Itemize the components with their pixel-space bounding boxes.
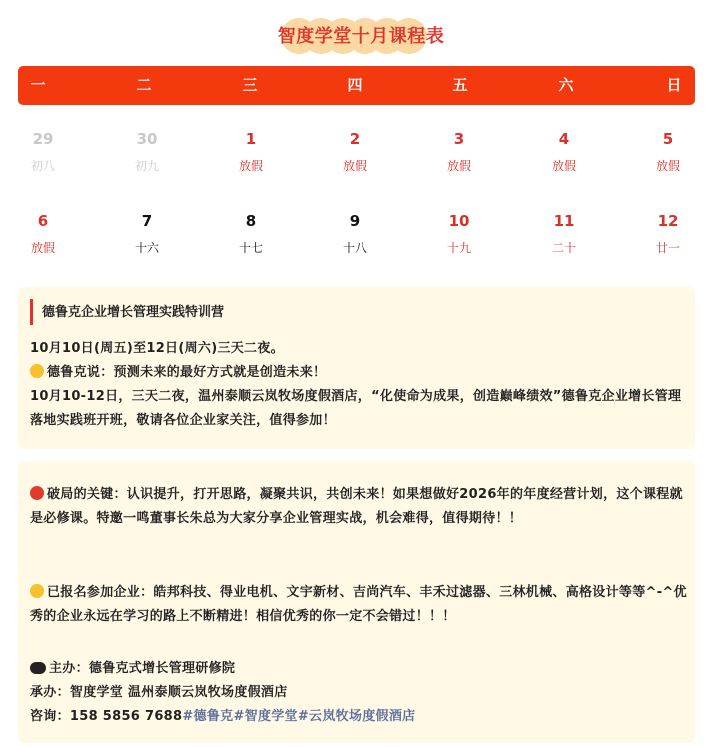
day-note: 放假 bbox=[238, 159, 263, 173]
day-number: 9 bbox=[349, 212, 361, 230]
angry-face-emoji-icon bbox=[30, 486, 44, 500]
day-number: 2 bbox=[349, 130, 361, 148]
day-note: 放假 bbox=[655, 159, 680, 173]
day-number: 10 bbox=[448, 212, 470, 230]
calendar-day[interactable] bbox=[534, 128, 594, 175]
course-info-card bbox=[18, 287, 695, 449]
breakthrough-paragraph bbox=[30, 483, 688, 531]
course-heading: 德鲁克企业增长管理实践特训营 bbox=[42, 305, 225, 320]
contact-text: 咨询：158 5856 7688 bbox=[30, 709, 183, 724]
eyes-emoji-icon bbox=[30, 662, 46, 674]
weekday-fri: 五 bbox=[452, 76, 468, 94]
day-number: 29 bbox=[32, 130, 54, 148]
breakthrough-text: 破局的关键：认识提升，打开思路，凝聚共识，共创未来！如果想做好2026年的年度经营计划，这个课程就是必修课。特邀一鸣董事长朱总为大家分享企业管理实战，机会难得，值得期待！！ bbox=[30, 487, 683, 526]
tired-face-emoji-icon bbox=[30, 584, 44, 598]
calendar-day[interactable] bbox=[13, 210, 73, 257]
day-number: 7 bbox=[141, 212, 153, 230]
calendar-day[interactable] bbox=[429, 128, 489, 175]
day-number: 6 bbox=[37, 212, 49, 230]
day-note: 初八 bbox=[30, 159, 55, 173]
calendar-day[interactable] bbox=[221, 210, 281, 257]
weekday-sun: 日 bbox=[666, 76, 682, 94]
course-dates: 10月10日(周五)至12日(周六)三天二夜。 bbox=[30, 341, 284, 356]
day-note: 廿一 bbox=[655, 241, 680, 255]
day-note: 十六 bbox=[134, 241, 159, 255]
heading-accent-bar bbox=[30, 299, 33, 325]
weekday-wed: 三 bbox=[242, 76, 258, 94]
calendar-day[interactable] bbox=[117, 210, 177, 257]
day-number: 4 bbox=[558, 130, 570, 148]
weekday-sat: 六 bbox=[558, 76, 574, 94]
quote-text: 德鲁克说：预测未来的最好方式就是创造未来！ bbox=[47, 365, 327, 380]
registered-paragraph bbox=[30, 581, 688, 629]
calendar-day[interactable] bbox=[13, 128, 73, 175]
calendar-day[interactable] bbox=[429, 210, 489, 257]
day-number: 3 bbox=[453, 130, 465, 148]
organizer-line bbox=[30, 657, 688, 681]
day-number: 8 bbox=[245, 212, 257, 230]
calendar-day[interactable] bbox=[638, 128, 698, 175]
day-note: 十九 bbox=[446, 241, 471, 255]
calendar-week-1 bbox=[0, 128, 722, 188]
calendar-day[interactable] bbox=[325, 210, 385, 257]
registered-text: 已报名参加企业：皓邦科技、得业电机、文宇新材、吉尚汽车、丰禾过滤器、三林机械、高格设计等等^-^优秀的企业永远在学习的路上不断精进！相信优秀的你一定不会错过！！！ bbox=[30, 585, 687, 624]
day-note: 十八 bbox=[342, 241, 367, 255]
smile-emoji-icon bbox=[30, 364, 44, 378]
calendar-day[interactable] bbox=[534, 210, 594, 257]
day-number: 30 bbox=[136, 130, 158, 148]
weekday-thu: 四 bbox=[347, 76, 363, 94]
day-note: 放假 bbox=[446, 159, 471, 173]
quote-line bbox=[30, 361, 688, 385]
calendar-day[interactable] bbox=[638, 210, 698, 257]
day-note: 十七 bbox=[238, 241, 263, 255]
day-note: 放假 bbox=[342, 159, 367, 173]
course-description: 10月10-12日，三天二夜，温州泰顺云岚牧场度假酒店，“化使命为成果，创造巅峰绩效”德鲁克企业增长管理落地实践班开班，敬请各位企业家关注，值得参加！ bbox=[30, 389, 682, 428]
page-title: 智度学堂十月课程表 bbox=[277, 26, 445, 47]
course-detail-card bbox=[18, 461, 695, 743]
calendar-day[interactable] bbox=[117, 128, 177, 175]
calendar-week-2 bbox=[0, 210, 722, 270]
day-number: 1 bbox=[245, 130, 257, 148]
contact-line bbox=[30, 705, 688, 729]
day-note: 初九 bbox=[134, 159, 159, 173]
day-number: 12 bbox=[657, 212, 679, 230]
title-area bbox=[0, 14, 722, 56]
calendar-day[interactable] bbox=[221, 128, 281, 175]
weekday-header bbox=[18, 66, 695, 105]
hashtag-links[interactable]: #德鲁克#智度学堂#云岚牧场度假酒店 bbox=[182, 709, 416, 724]
day-note: 放假 bbox=[551, 159, 576, 173]
host-line: 承办：智度学堂 温州泰顺云岚牧场度假酒店 bbox=[30, 685, 288, 700]
day-number: 11 bbox=[553, 212, 575, 230]
weekday-mon: 一 bbox=[30, 76, 46, 94]
weekday-tue: 二 bbox=[136, 76, 152, 94]
calendar-day[interactable] bbox=[325, 128, 385, 175]
day-note: 放假 bbox=[30, 241, 55, 255]
day-note: 二十 bbox=[551, 241, 576, 255]
organizer-text: 主办：德鲁克式增长管理研修院 bbox=[49, 661, 236, 676]
day-number: 5 bbox=[662, 130, 674, 148]
